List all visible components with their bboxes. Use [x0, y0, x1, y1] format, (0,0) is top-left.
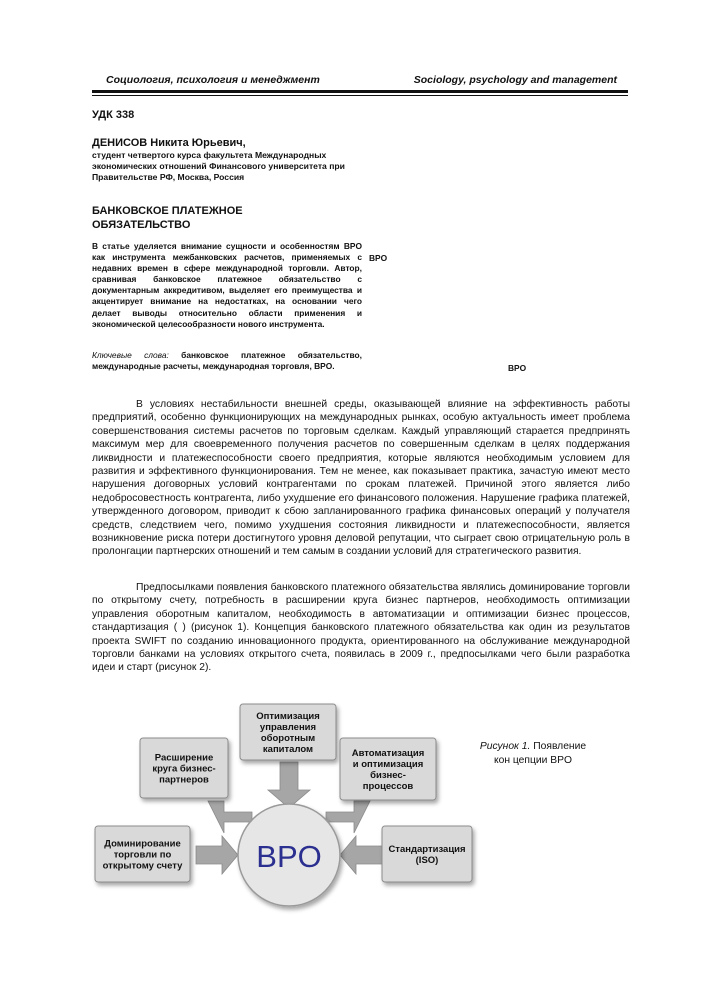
figure-upper-left-label: партнеров: [159, 774, 209, 786]
figure-top-label: управления: [259, 722, 317, 733]
figure-right-label: (ISO): [415, 855, 439, 866]
figure-caption-label: Рисунок 1.: [479, 741, 531, 752]
figure-top-label: капиталом: [262, 744, 314, 755]
keywords-label: Ключевые слова:: [92, 350, 169, 360]
abstract: В статье уделяется внимание сущности и особенностям BPO как инструмента межбанковских расчетов, применяемых с недавних времен в сфере международной торговли. Автор, сравнивая банковское платежное обязательство с документарным аккредитивом, выделяет его преимущества и акцентирует внимание на недостатках, на основании чего делает выводы относительно области применения и экономической целесообразности нового инструмента.: [92, 241, 362, 329]
figure-upper-left-label: круга бизнес-: [152, 763, 216, 775]
figure-top-label: Оптимизация: [256, 711, 320, 722]
figure-caption: [472, 740, 594, 768]
author-affiliation: студент четвертого курса факультета Международных экономических отношений Финансового университета при Правительстве РФ, Москва, Россия: [92, 150, 345, 182]
journal-header-right: Sociology, psychology and management: [413, 74, 617, 86]
figure-caption-text: Появление кон цепции BPO: [494, 741, 587, 766]
author-name: ДЕНИСОВ Никита Юрьевич,: [92, 137, 246, 149]
udk-code: УДК 338: [92, 109, 135, 121]
figure-center-label: BPO: [256, 839, 322, 874]
figure-left-label: торговли по: [113, 849, 172, 861]
arrow-top: [268, 762, 310, 808]
arrow-left: [196, 836, 238, 874]
keywords-text: банковское платежное обязательство, международные расчеты, международная торговля, BPO.: [92, 350, 362, 372]
side-label-bpo-2: BPO: [508, 363, 527, 373]
figure-right-label: Стандартизация: [388, 844, 466, 855]
journal-header-left: Социология, психология и менеджмент: [106, 74, 320, 86]
article-title: БАНКОВСКОЕ ПЛАТЕЖНОЕ ОБЯЗАТЕЛЬСТВО: [92, 205, 243, 231]
figure-top-label: оборотным: [260, 733, 316, 744]
arrow-right: [340, 836, 382, 874]
figure-upper-right-label: бизнес-: [370, 770, 406, 781]
figure-upper-left-label: Расширение: [154, 752, 214, 764]
figure-upper-right-label: и оптимизация: [352, 759, 424, 770]
paragraph-text: Предпосылками появления банковского платежного обязательства являлись доминирование торговли по открытому счету, потребность в расширении круга бизнес партнеров, необходимость оптимизации управления оборотным капиталом, необходимость в автоматизации и оптимизации бизнес процессов, стандартизация ( ) (рисунок 1). Концепция банковского платежного обязательства как один из результатов проекта SWIFT по созданию инновационного продукта, ориентированного на обслуживание международной торговли банками на условиях открытого счета, появилась в 2009 г., предпосылками чего были разработка идеи и старт (рисунок 2).: [92, 582, 630, 674]
figure-upper-right-label: Автоматизация: [351, 748, 425, 759]
figure-left-label: открытому счету: [102, 860, 183, 872]
paragraph-text: В условиях нестабильности внешней среды, оказывающей влияние на эффективность работы предприятий, особенно функционирующих на международных рынках, особую актуальность имеет проблема совершенствования системы расчетов по торговым сделкам. Каждый управляющий старается предпринять максимум мер для своевременного получения расчетов по совершенным сделкам в целях поддержания ликвидности и платежеспособности своего предприятия, которые являются необходимым условием для развития и эффективного функционирования. Тем не менее, как показывает практика, зачастую имеют место нарушения договорных условий контрагентами по срокам платежей. Причиной этого является либо недобросовестность контрагента, либо ухудшение его финансового положения. Нарушение графика платежей, утвержденного договором, приводит к сбою запланированного графика финансовых операций у получателя средств, следствием чего, помимо ухудшения состояния ликвидности и платежеспособности, является возникновение риска потери достигнутого уровня деловой репутации, что сыграет свою отрицательную роль в пролонгации партнерских отношений и тем самым в создании условий для стратегического развития.: [92, 399, 630, 558]
figure-left-label: Доминирование: [104, 838, 181, 850]
figure-upper-right-label: процессов: [362, 781, 414, 792]
side-label-bpo-1: BPO: [369, 253, 388, 263]
